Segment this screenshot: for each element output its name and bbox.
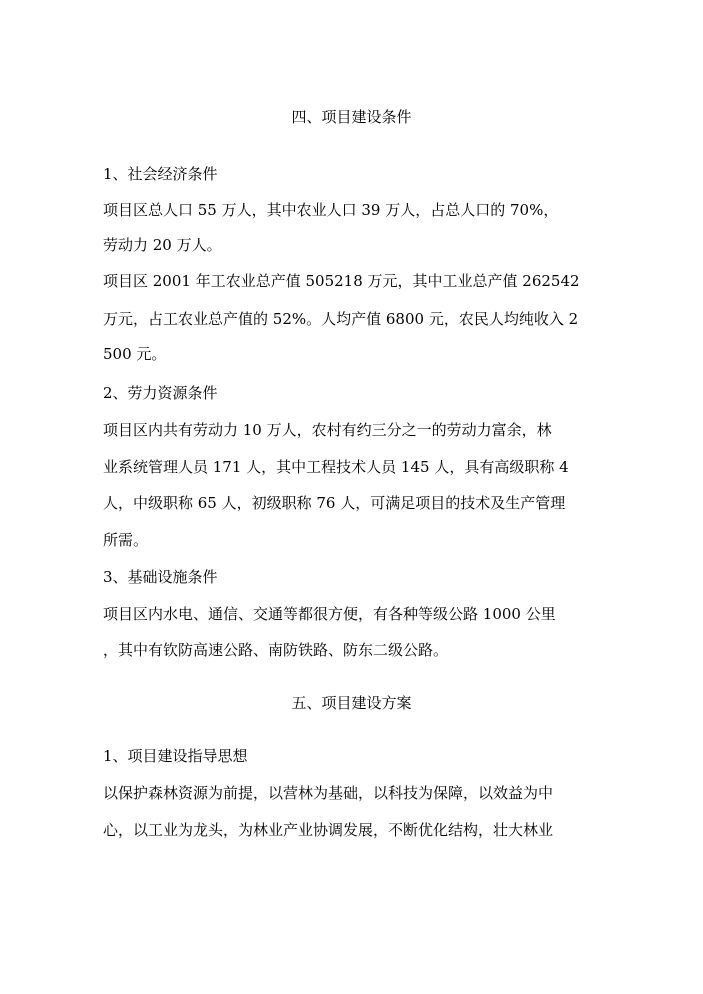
section-5-1-heading: 1、项目建设指导思想 bbox=[103, 747, 248, 765]
paragraph-line: 所需。 bbox=[103, 531, 149, 549]
paragraph-line: 业系统管理人员 171 人，其中工程技术人员 145 人，具有高级职称 4 bbox=[103, 458, 569, 476]
paragraph-line: 心，以工业为龙头，为林业产业协调发展，不断优化结构，壮大林业 bbox=[103, 821, 554, 839]
paragraph-line: 500 元。 bbox=[103, 345, 167, 363]
section-5-title: 五、项目建设方案 bbox=[291, 694, 412, 712]
paragraph-line: 以保护森林资源为前提，以营林为基础，以科技为保障，以效益为中 bbox=[103, 784, 554, 802]
paragraph-line: 项目区内水电、通信、交通等都很方便，有各种等级公路 1000 公里 bbox=[103, 605, 556, 623]
section-4-title: 四、项目建设条件 bbox=[291, 108, 412, 126]
section-4-3-heading: 3、基础设施条件 bbox=[103, 568, 218, 586]
section-4-1-heading: 1、社会经济条件 bbox=[103, 165, 218, 183]
paragraph-line: 万元，占工农业总产值的 52%。人均产值 6800 元，农民人均纯收入 2 bbox=[103, 310, 579, 328]
section-4-2-heading: 2、劳力资源条件 bbox=[103, 384, 218, 402]
paragraph-line: 劳动力 20 万人。 bbox=[103, 236, 222, 254]
paragraph-line: ，其中有钦防高速公路、南防铁路、防东二级公路。 bbox=[103, 641, 449, 659]
paragraph-line: 人，中级职称 65 人，初级职称 76 人，可满足项目的技术及生产管理 bbox=[103, 494, 566, 512]
paragraph-line: 项目区总人口 55 万人，其中农业人口 39 万人，占总人口的 70%， bbox=[103, 201, 559, 219]
paragraph-line: 项目区内共有劳动力 10 万人，农村有约三分之一的劳动力富余，林 bbox=[103, 421, 552, 439]
paragraph-line: 项目区 2001 年工农业总产值 505218 万元，其中工业总产值 262542 bbox=[103, 272, 580, 290]
